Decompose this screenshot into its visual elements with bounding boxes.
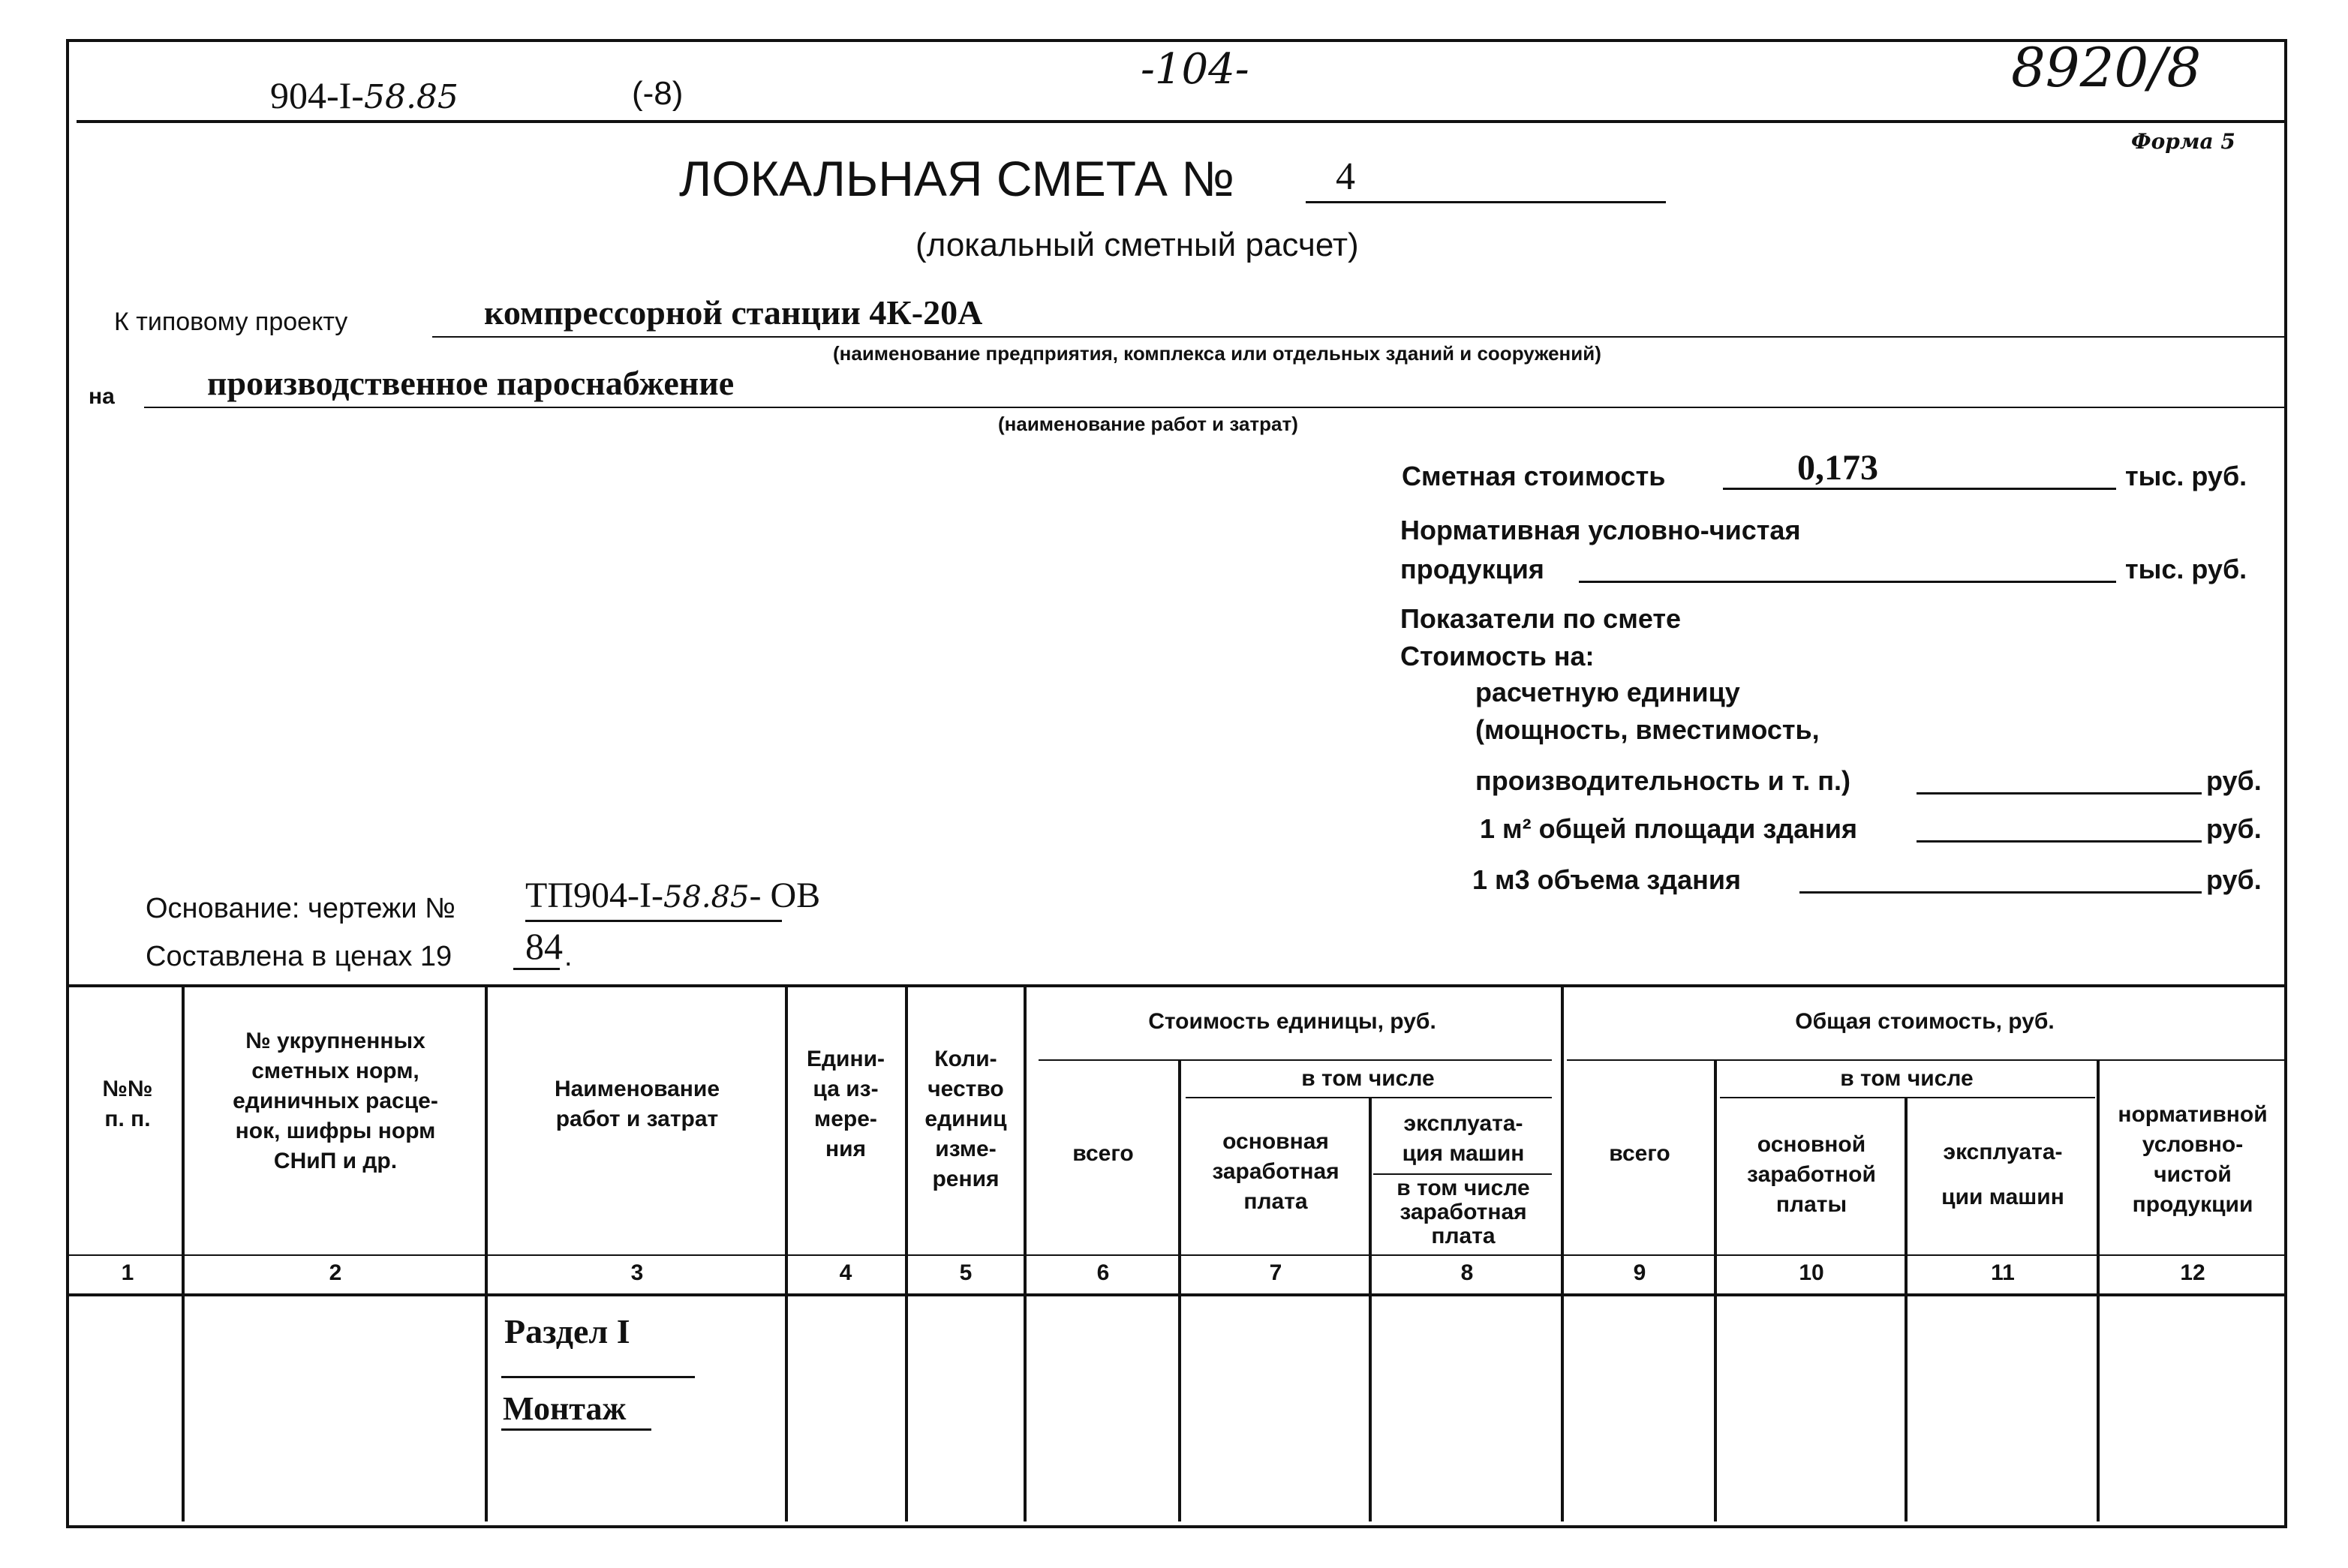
colnum-10: 10: [1799, 1260, 1824, 1285]
header-mach-2: эксплуата- ции машин: [1941, 1140, 2064, 1209]
basis-label: Основание: чертежи №: [146, 893, 455, 924]
colnum-7: 7: [1269, 1260, 1282, 1285]
vrule-8: [1561, 984, 1564, 1521]
archive-number: 8920/8: [2011, 36, 2202, 99]
works-caption: (наименование работ и затрат): [998, 413, 1298, 435]
project-value: компрессорной станции 4К-20А: [484, 293, 983, 332]
volume-unit: руб.: [2206, 864, 2262, 895]
prices-label: Составлена в ценах 19: [146, 941, 452, 972]
cost-unit: тыс. руб.: [2125, 461, 2247, 491]
cost-value: 0,173: [1797, 448, 1878, 488]
page-subtitle: (локальный сметный расчет): [915, 227, 1359, 263]
cost-label: Сметная стоимость: [1402, 461, 1666, 491]
table-top-rule: [69, 984, 2284, 987]
header-unit: Едини- ца из- мере- ния: [806, 1047, 885, 1161]
vrule-6: [1178, 1059, 1181, 1521]
unit-line-2: (мощность, вместимость,: [1475, 714, 1820, 745]
header-incl-1: в том числе: [1301, 1066, 1435, 1091]
doc-code-suffix: (-8): [632, 75, 684, 112]
vrule-4: [905, 984, 908, 1521]
header-incl-2: в том числе: [1840, 1066, 1974, 1091]
colnum-9: 9: [1633, 1260, 1646, 1285]
rule-total-cost: [1567, 1059, 2284, 1061]
rule-colnum-top: [69, 1254, 2284, 1256]
doc-code: 904-I-58.85: [270, 74, 458, 116]
works-label: на: [89, 384, 115, 409]
colnum-8: 8: [1460, 1260, 1474, 1285]
header-unit-cost: Стоимость единицы, руб.: [1148, 1009, 1436, 1034]
basis-drawing: ТП904-I-58.85- ОВ: [525, 876, 821, 915]
rule-mach: [1373, 1173, 1552, 1175]
normative-label-2: продукция: [1400, 554, 1544, 584]
works-value: производственное пароснабжение: [207, 364, 735, 402]
header-mach-1: эксплуата- ция машин: [1402, 1111, 1525, 1166]
volume-underline: [1799, 891, 2202, 894]
header-wage-2: основной заработной платы: [1747, 1132, 1876, 1217]
header-num: №№ п. п.: [102, 1077, 153, 1131]
colnum-3: 3: [630, 1260, 644, 1285]
project-label: К типовому проекту: [114, 308, 348, 336]
section-name: Монтаж: [503, 1390, 627, 1427]
prices-underline: [513, 968, 560, 970]
works-underline: [144, 407, 2284, 408]
vrule-9: [1714, 1059, 1717, 1521]
title-number-underline: [1306, 201, 1666, 203]
section-title: Раздел I: [504, 1312, 630, 1350]
form-label: Форма 5: [2131, 129, 2235, 154]
prices-dot: .: [564, 941, 573, 972]
rule-incl-2: [1720, 1097, 2095, 1098]
cost-on-label: Стоимость на:: [1400, 641, 1595, 671]
colnum-6: 6: [1096, 1260, 1110, 1285]
rule-unit-cost: [1039, 1059, 1552, 1061]
basis-underline: [525, 920, 782, 922]
section-name-underline: [501, 1428, 651, 1431]
colnum-11: 11: [1991, 1260, 2015, 1285]
normative-unit: тыс. руб.: [2125, 554, 2247, 584]
header-mach-wage: в том числе заработная плата: [1396, 1176, 1530, 1248]
header-wage-1: основная заработная плата: [1212, 1129, 1339, 1214]
header-all-1: всего: [1072, 1141, 1134, 1166]
vrule-7: [1369, 1097, 1372, 1521]
vrule-3: [785, 984, 788, 1521]
vrule-11: [2097, 1059, 2100, 1521]
header-norms: № укрупненных сметных норм, единичных расце- нок, шифры норм СНиП и др.: [233, 1029, 438, 1173]
header-normative: нормативной условно- чистой продукции: [2118, 1102, 2268, 1217]
area-underline: [1917, 840, 2202, 843]
unit-currency: руб.: [2206, 765, 2262, 796]
colnum-4: 4: [839, 1260, 852, 1285]
header-total-cost: Общая стоимость, руб.: [1795, 1009, 2055, 1034]
page-title: ЛОКАЛЬНАЯ СМЕТА №: [679, 151, 1235, 206]
unit-line-1: расчетную единицу: [1475, 677, 1740, 707]
unit-line-3: производительность и т. п.): [1475, 765, 1850, 796]
colnum-12: 12: [2180, 1260, 2205, 1285]
project-underline: [432, 336, 2284, 338]
colnum-2: 2: [329, 1260, 342, 1285]
prices-year: 84: [525, 925, 563, 967]
section-title-underline: [501, 1376, 695, 1378]
header-qty: Коли- чество единиц изме- рения: [924, 1047, 1007, 1191]
normative-underline: [1579, 581, 2116, 583]
area-label: 1 м² общей площади здания: [1480, 813, 1857, 844]
header-all-2: всего: [1609, 1141, 1670, 1166]
vrule-10: [1905, 1097, 1908, 1521]
indicators-label: Показатели по смете: [1400, 603, 1682, 634]
cost-underline: [1723, 488, 2116, 490]
page-number: -104-: [1141, 45, 1249, 94]
volume-label: 1 м3 объема здания: [1472, 864, 1742, 895]
unit-underline: [1917, 792, 2202, 795]
normative-label-1: Нормативная условно-чистая: [1400, 515, 1801, 545]
vrule-1: [182, 984, 185, 1521]
vrule-5: [1024, 984, 1027, 1521]
header-name: Наименование работ и затрат: [554, 1077, 720, 1131]
colnum-1: 1: [121, 1260, 134, 1285]
area-unit: руб.: [2206, 813, 2262, 844]
project-caption: (наименование предприятия, комплекса или отдельных зданий и сооружений): [833, 342, 1601, 365]
vrule-2: [485, 984, 488, 1521]
rule-colnum-bottom: [69, 1293, 2284, 1296]
top-rule: [77, 120, 2286, 123]
title-number: 4: [1336, 155, 1355, 198]
colnum-5: 5: [959, 1260, 973, 1285]
